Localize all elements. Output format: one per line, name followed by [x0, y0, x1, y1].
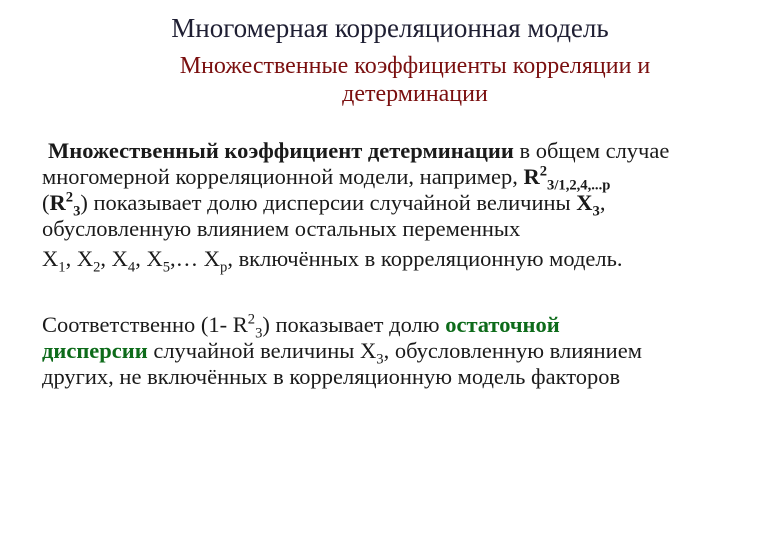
para1-line-3: [42, 189, 752, 220]
para2-line-3: других, не включённых в корреляционную модель факторов: [42, 364, 621, 389]
para1-text-e: , включённых в корреляционную модель.: [227, 246, 623, 271]
x5: , X: [135, 246, 163, 271]
xp-sub: p: [220, 259, 228, 276]
para1-text-b: многомерной корреляционной модели, например,: [42, 164, 524, 189]
close-paren: ): [80, 190, 88, 215]
subtitle-line-2: детерминации: [342, 81, 488, 107]
para2-text-d: , обусловленную влиянием: [383, 338, 642, 363]
x1: X: [42, 246, 59, 271]
x4-sub: 4: [127, 259, 136, 276]
r2-sup: 2: [65, 189, 74, 206]
para1-text-a: в общем случае: [513, 138, 670, 163]
highlight-dispersion: дисперсии: [42, 338, 148, 363]
para1-text-c: показывает долю дисперсии случайной величины: [87, 190, 577, 215]
r2-sub: 3: [73, 203, 81, 220]
ellipsis-xp: ,… X: [170, 246, 220, 271]
para1-line-5: [42, 242, 752, 276]
para1-line-2: [42, 163, 752, 194]
x2-sub: 2: [93, 259, 101, 276]
para2-line-2: [42, 338, 752, 368]
paragraph-determination: [42, 138, 752, 276]
slide-title: Многомерная корреляционная модель: [171, 13, 609, 43]
bold-term: Множественный коэффициент детерминации: [48, 138, 514, 163]
x5-sub: 5: [162, 259, 170, 276]
subtitle-line-1: Множественные коэффициенты корреляции и: [179, 53, 651, 79]
para2-x-sub: 3: [376, 351, 384, 368]
x2: , X: [65, 246, 94, 271]
para1-line-1: [42, 138, 752, 164]
open-paren: (: [42, 190, 50, 215]
para2-text-a: Соответственно (1- R: [42, 312, 248, 337]
slide-subtitle: [90, 52, 740, 108]
highlight-residual: остаточной: [445, 312, 560, 337]
x3-comma: ,: [599, 190, 606, 215]
paragraph-residual: [42, 312, 752, 390]
para1-line-4: обусловленную влиянием остальных переменных: [42, 216, 521, 241]
x3-sub: 3: [592, 203, 600, 220]
para2-r-sub: 3: [255, 325, 263, 342]
r-symbol: R: [523, 164, 540, 189]
para2-r-sup: 2: [247, 311, 256, 328]
x4: , X: [100, 246, 128, 271]
para2-line-1: [42, 311, 752, 342]
r-sub: 3/1,2,4,...p: [547, 177, 611, 194]
para2-text-b: ) показывает долю: [262, 312, 446, 337]
x1-sub: 1: [58, 259, 66, 276]
r2-symbol: R: [49, 190, 66, 215]
r-sup: 2: [539, 163, 548, 180]
x3-symbol: X: [576, 190, 593, 215]
para2-text-c: случайной величины X: [147, 338, 377, 363]
